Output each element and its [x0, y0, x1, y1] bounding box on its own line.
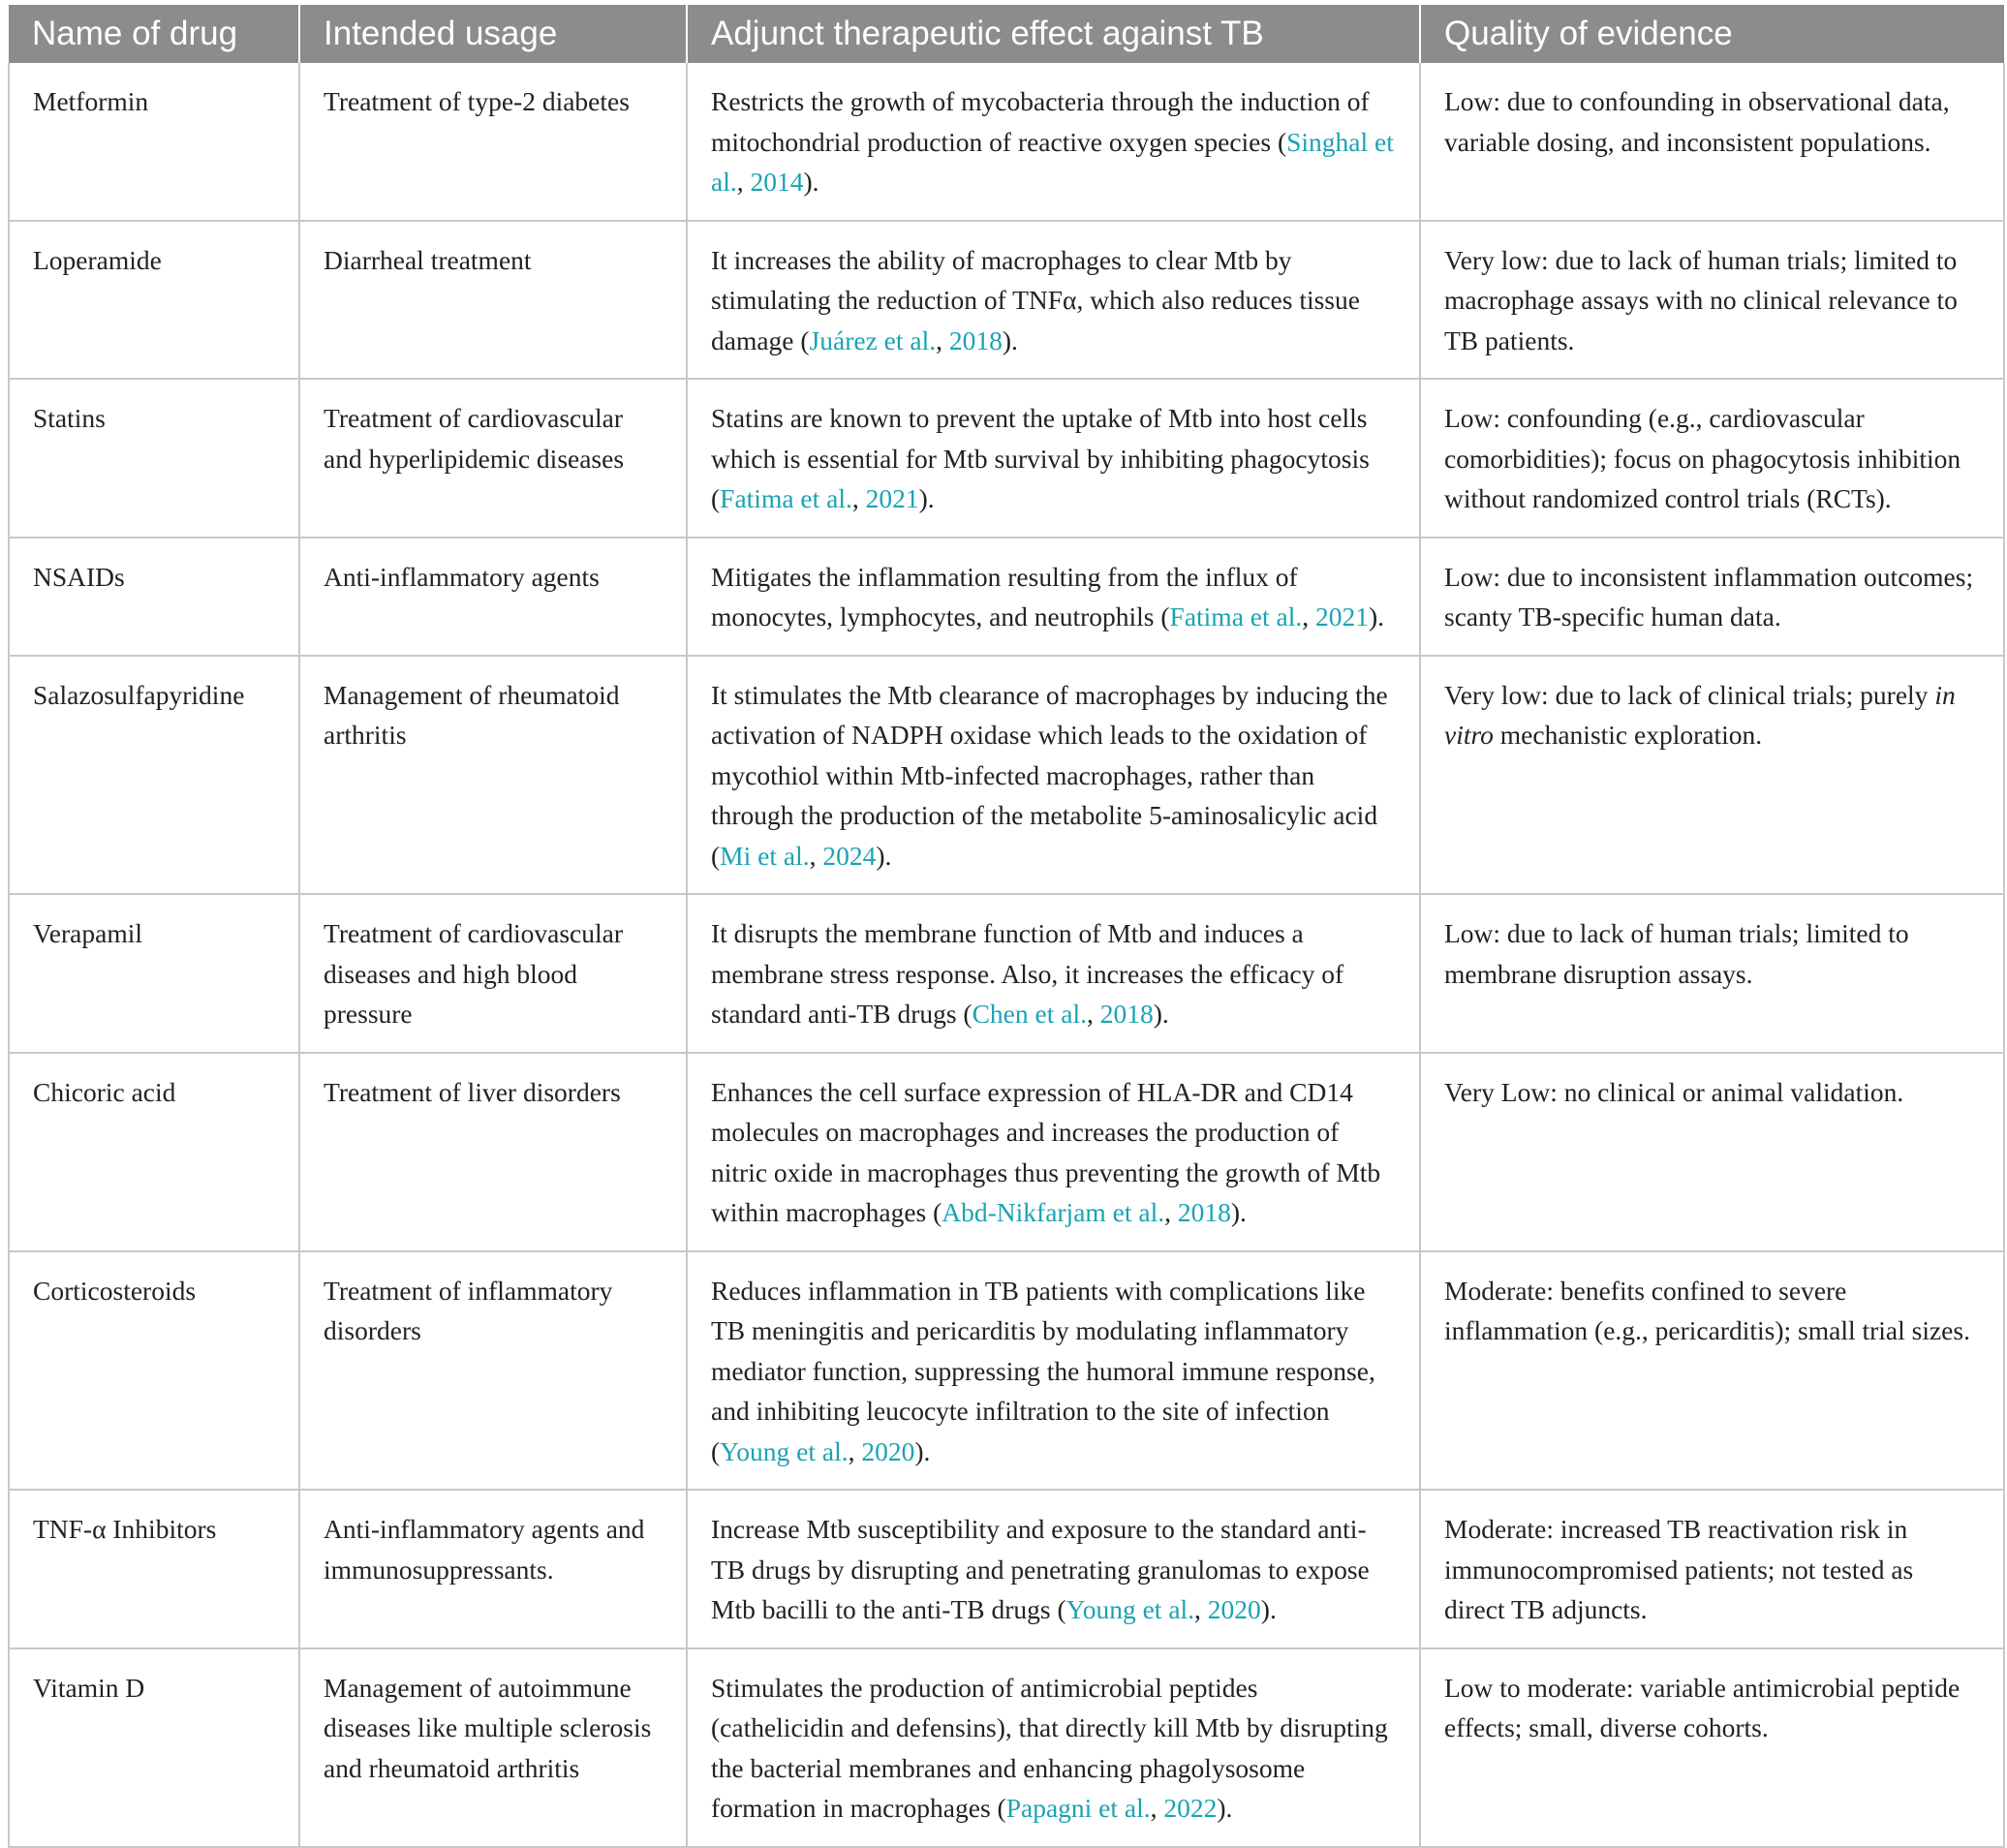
table-row — [9, 63, 2004, 221]
effect-text-end: ). — [1368, 601, 1385, 631]
effect-text: Restricts the growth of mycobacteria through the induction of mitochondrial production of reactive oxygen species ( — [711, 86, 1370, 157]
drug-name-cell: Corticosteroids — [9, 1251, 299, 1491]
drug-name-cell: TNF-α Inhibitors — [9, 1490, 299, 1648]
effect-cell — [687, 656, 1420, 895]
citation-year-link[interactable]: 2018 — [1177, 1197, 1231, 1227]
usage-cell: Treatment of liver disorders — [299, 1053, 687, 1251]
citation-separator: , — [1150, 1793, 1164, 1823]
table-row — [9, 894, 2004, 1053]
citation-author-link[interactable]: Mi et al. — [720, 840, 810, 871]
citation-year-link[interactable]: 2014 — [750, 167, 804, 197]
table-row — [9, 1053, 2004, 1251]
evidence-cell — [1420, 656, 2004, 895]
effect-cell — [687, 1490, 1420, 1648]
table-row — [9, 656, 2004, 895]
drug-name-cell: Verapamil — [9, 894, 299, 1053]
effect-text-end: ). — [876, 840, 892, 871]
effect-text-end: ). — [918, 483, 935, 513]
drug-name-cell: Statins — [9, 379, 299, 538]
evidence-cell: Low: due to confounding in observational data, variable dosing, and inconsistent populations. — [1420, 63, 2004, 221]
effect-cell — [687, 1648, 1420, 1847]
header-intended-usage: Intended usage — [299, 5, 687, 63]
drug-name-cell: Metformin — [9, 63, 299, 221]
table-row — [9, 538, 2004, 656]
evidence-cell: Low to moderate: variable antimicrobial peptide effects; small, diverse cohorts. — [1420, 1648, 2004, 1847]
effect-cell — [687, 894, 1420, 1053]
citation-separator: , — [1086, 999, 1100, 1029]
header-row — [9, 5, 2004, 63]
citation-author-link[interactable]: Chen et al. — [972, 999, 1087, 1029]
citation-separator: , — [1302, 601, 1315, 631]
adjunct-drug-table — [8, 5, 2005, 1848]
evidence-text: Very low: due to lack of clinical trials; purely — [1444, 679, 1935, 710]
table-body — [9, 63, 2004, 1847]
effect-text: Statins are known to prevent the uptake of Mtb into host cells which is essential for Mtb survival by inhibiting phagocytosis ( — [711, 403, 1370, 513]
effect-text-end: ). — [914, 1435, 931, 1466]
citation-separator: , — [1164, 1197, 1178, 1227]
effect-text: It disrupts the membrane function of Mtb and induces a membrane stress response. Also, it increases the efficacy of standard anti-TB drugs ( — [711, 918, 1344, 1029]
effect-text-end: ). — [1230, 1197, 1247, 1227]
effect-cell — [687, 63, 1420, 221]
usage-cell: Management of autoimmune diseases like multiple sclerosis and rheumatoid arthritis — [299, 1648, 687, 1847]
drug-name-cell: NSAIDs — [9, 538, 299, 656]
effect-text-end: ). — [1002, 324, 1018, 355]
citation-year-link[interactable]: 2022 — [1163, 1793, 1218, 1823]
table-header — [9, 5, 2004, 63]
usage-cell: Treatment of cardiovascular and hyperlipidemic diseases — [299, 379, 687, 538]
citation-separator: , — [851, 483, 866, 513]
evidence-cell: Very low: due to lack of human trials; limited to macrophage assays with no clinical relevance to TB patients. — [1420, 221, 2004, 380]
table-row — [9, 379, 2004, 538]
citation-author-link[interactable]: Abd-Nikfarjam et al. — [942, 1197, 1165, 1227]
citation-year-link[interactable]: 2021 — [1314, 601, 1369, 631]
citation-author-link[interactable]: Fatima et al. — [720, 483, 852, 513]
citation-author-link[interactable]: Fatima et al. — [1169, 601, 1303, 631]
effect-text: Mitigates the inflammation resulting from the influx of monocytes, lymphocytes, and neutrophils ( — [711, 561, 1298, 631]
citation-year-link[interactable]: 2021 — [865, 483, 919, 513]
usage-cell: Management of rheumatoid arthritis — [299, 656, 687, 895]
usage-cell: Treatment of type-2 diabetes — [299, 63, 687, 221]
citation-separator: , — [809, 840, 823, 871]
effect-text-end: ). — [803, 167, 819, 197]
evidence-italic-text: in vitro — [1444, 679, 1956, 750]
table-row — [9, 1648, 2004, 1847]
header-quality-of-evidence: Quality of evidence — [1420, 5, 2004, 63]
drug-table-container — [8, 5, 2003, 1848]
effect-text-end: ). — [1260, 1594, 1277, 1624]
usage-cell: Anti-inflammatory agents — [299, 538, 687, 656]
effect-cell — [687, 379, 1420, 538]
table-row — [9, 1251, 2004, 1491]
effect-text: Stimulates the production of antimicrobial peptides (cathelicidin and defensins), that directly kill Mtb by disrupting the bacterial membranes and enhancing phagolysosome formation in macrophages ( — [711, 1672, 1388, 1823]
evidence-cell: Moderate: benefits confined to severe inflammation (e.g., pericarditis); small trial sizes. — [1420, 1251, 2004, 1491]
drug-name-cell: Vitamin D — [9, 1648, 299, 1847]
citation-author-link[interactable]: Juárez et al. — [809, 324, 937, 355]
effect-text-end: ). — [1153, 999, 1169, 1029]
citation-year-link[interactable]: 2018 — [948, 324, 1003, 355]
citation-author-link[interactable]: Singhal et al. — [711, 126, 1394, 197]
usage-cell: Treatment of inflammatory disorders — [299, 1251, 687, 1491]
header-name-of-drug: Name of drug — [9, 5, 299, 63]
evidence-cell: Low: confounding (e.g., cardiovascular comorbidities); focus on phagocytosis inhibition without randomized control trials (RCTs). — [1420, 379, 2004, 538]
citation-separator: , — [1194, 1594, 1208, 1624]
effect-text: It increases the ability of macrophages to clear Mtb by stimulating the reduction of TNFα, which also reduces tissue damage ( — [711, 244, 1360, 355]
usage-cell: Diarrheal treatment — [299, 221, 687, 380]
drug-name-cell: Chicoric acid — [9, 1053, 299, 1251]
effect-cell — [687, 221, 1420, 380]
citation-separator: , — [848, 1435, 862, 1466]
citation-separator: , — [736, 167, 751, 197]
drug-name-cell: Salazosulfapyridine — [9, 656, 299, 895]
citation-year-link[interactable]: 2024 — [822, 840, 877, 871]
effect-text: Increase Mtb susceptibility and exposure to the standard anti-TB drugs by disrupting and penetrating granulomas to expose Mtb bacilli to the anti-TB drugs ( — [711, 1514, 1370, 1624]
table-row — [9, 221, 2004, 380]
evidence-cell: Low: due to inconsistent inflammation outcomes; scanty TB-specific human data. — [1420, 538, 2004, 656]
drug-name-cell: Loperamide — [9, 221, 299, 380]
table-row — [9, 1490, 2004, 1648]
effect-text: Enhances the cell surface expression of HLA-DR and CD14 molecules on macrophages and increases the production of nitric oxide in macrophages thus preventing the growth of Mtb within macrophages ( — [711, 1076, 1381, 1227]
effect-cell — [687, 538, 1420, 656]
effect-text-end: ). — [1217, 1793, 1233, 1823]
citation-author-link[interactable]: Papagni et al. — [1005, 1793, 1151, 1823]
citation-year-link[interactable]: 2020 — [1207, 1594, 1261, 1624]
citation-year-link[interactable]: 2018 — [1099, 999, 1154, 1029]
effect-cell — [687, 1251, 1420, 1491]
evidence-cell: Low: due to lack of human trials; limited to membrane disruption assays. — [1420, 894, 2004, 1053]
effect-text: Reduces inflammation in TB patients with complications like TB meningitis and pericarditis by modulating inflammatory mediator function, suppressing the humoral immune response, and inhibiting leucocyte infiltration to the site of infection ( — [711, 1275, 1375, 1466]
citation-year-link[interactable]: 2020 — [861, 1435, 915, 1466]
citation-author-link[interactable]: Young et al. — [1065, 1594, 1195, 1624]
evidence-cell: Very Low: no clinical or animal validation. — [1420, 1053, 2004, 1251]
effect-cell — [687, 1053, 1420, 1251]
citation-author-link[interactable]: Young et al. — [720, 1435, 849, 1466]
evidence-text-end: mechanistic exploration. — [1493, 720, 1763, 750]
effect-text: It stimulates the Mtb clearance of macrophages by inducing the activation of NADPH oxidase which leads to the oxidation of mycothiol within Mtb-infected macrophages, rather than through the production of the metabolite 5-aminosalicylic acid ( — [711, 679, 1388, 871]
usage-cell: Treatment of cardiovascular diseases and high blood pressure — [299, 894, 687, 1053]
citation-separator: , — [936, 324, 949, 355]
header-adjunct-effect: Adjunct therapeutic effect against TB — [687, 5, 1420, 63]
evidence-cell: Moderate: increased TB reactivation risk in immunocompromised patients; not tested as direct TB adjuncts. — [1420, 1490, 2004, 1648]
usage-cell: Anti-inflammatory agents and immunosuppressants. — [299, 1490, 687, 1648]
